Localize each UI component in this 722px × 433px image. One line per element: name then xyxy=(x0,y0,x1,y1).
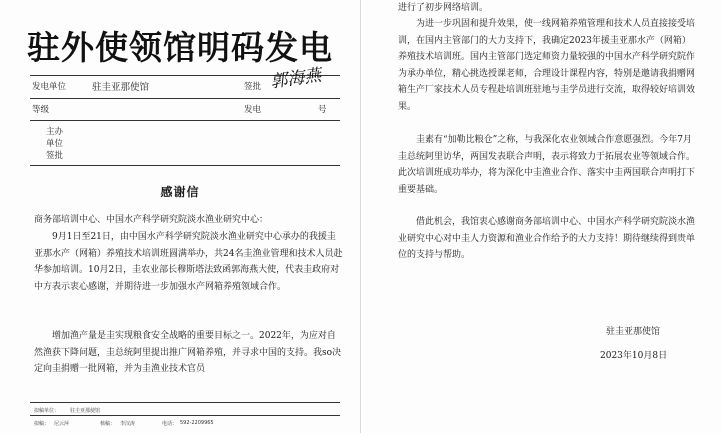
number-label: 发电 xyxy=(244,105,262,115)
paragraph-4: 圭素有“加勒比粮仓”之称，与我深化农业领域合作意愿强烈。今年7月圭总统阿里访华，两国发表联合声明，表示将致力于拓展农业等领域合作。此次培训班成功举办，将为深化中圭渔业合作、落实中圭两国联合声明打下重要基础。 xyxy=(398,135,696,195)
header-rule-bottom xyxy=(30,165,340,166)
sender-label: 发电单位 xyxy=(32,82,67,92)
checker-label: 核稿： xyxy=(100,421,116,427)
paragraph-1: 9月1日至21日，由中国水产科学研究院淡水渔业研究中心承办的我援圭亚那水产（网箱）养殖技术培训班圆满举办，共24名圭渔业管理和技术人员赴华参加培训。10月2日，圭农业部长穆斯塔法致函郭海燕大使，代表圭政府对中方表示衷心感谢，并期待进一步加强水产网箱养殖领域合作。 xyxy=(34,232,343,292)
right-page xyxy=(362,0,722,433)
paragraph-3: 为进一步巩固和提升效果，使一线网箱养殖管理和技术人员直接接受培训，在国内主管部门的大力支持下，我确定2023年援圭亚那水产（网箱）养殖技术培训班。国内主管部门选定师资力量较强的中国水产科学研究院作为承办单位，精心挑选授课老师，合理设计课程内容，特别是邀请我捐赠网箱生产厂家技术人员专程赴培训班驻地与圭学员进行交流，取得较好培训效果。 xyxy=(398,19,696,112)
recipients-label: 主办 单位 签批 xyxy=(46,127,64,161)
paragraph-continuation: 进行了初步网络培训。 xyxy=(398,3,489,13)
footer-rule-mid xyxy=(30,415,340,416)
letter-heading: 感谢信 xyxy=(160,185,200,199)
checker-value: 李汉涛 xyxy=(120,421,136,427)
drafting-unit-label: 拟稿单位： xyxy=(34,408,60,414)
closing-date: 2023年10月8日 xyxy=(600,351,668,361)
drafting-unit-value: 驻圭亚那使馆 xyxy=(70,408,101,414)
grade-label: 等级 xyxy=(32,105,50,115)
sender-value: 驻圭亚那使馆 xyxy=(92,82,150,93)
drafter-label: 拟稿： xyxy=(34,421,50,427)
telegram-title: 驻外使领馆明码发电 xyxy=(27,28,333,67)
closing-organization: 驻圭亚那使馆 xyxy=(606,327,661,337)
salutation: 商务部培训中心、中国水产科学研究院淡水渔业研究中心： xyxy=(34,215,269,225)
paragraph-2: 增加渔产量是圭实现粮食安全战略的重要目标之一。2022年，为应对自然渔获下降问题，圭总统阿里提出推广网箱养殖，并寻求中国的支持。我so决定向圭捐赠一批网箱，并为圭渔业技术官员 xyxy=(34,331,342,374)
header-rule-3 xyxy=(30,120,340,121)
signer-label: 签批 xyxy=(244,82,262,92)
number-suffix: 号 xyxy=(318,105,327,115)
header-rule-2 xyxy=(30,98,340,99)
drafter-value: 尼云萍 xyxy=(54,421,70,427)
phone-value: 592-2209965 xyxy=(180,420,214,426)
handwritten-signature: 郭海燕 xyxy=(269,65,323,93)
phone-label: 电话： xyxy=(162,421,178,427)
footer-rule-top xyxy=(30,402,340,403)
paragraph-5: 借此机会，我馆衷心感谢商务部培训中心、中国水产科学研究院淡水渔业研究中心对中圭人力资源和渔业合作给予的大力支持！期待继续得到贵单位的支持与帮助。 xyxy=(398,217,696,260)
